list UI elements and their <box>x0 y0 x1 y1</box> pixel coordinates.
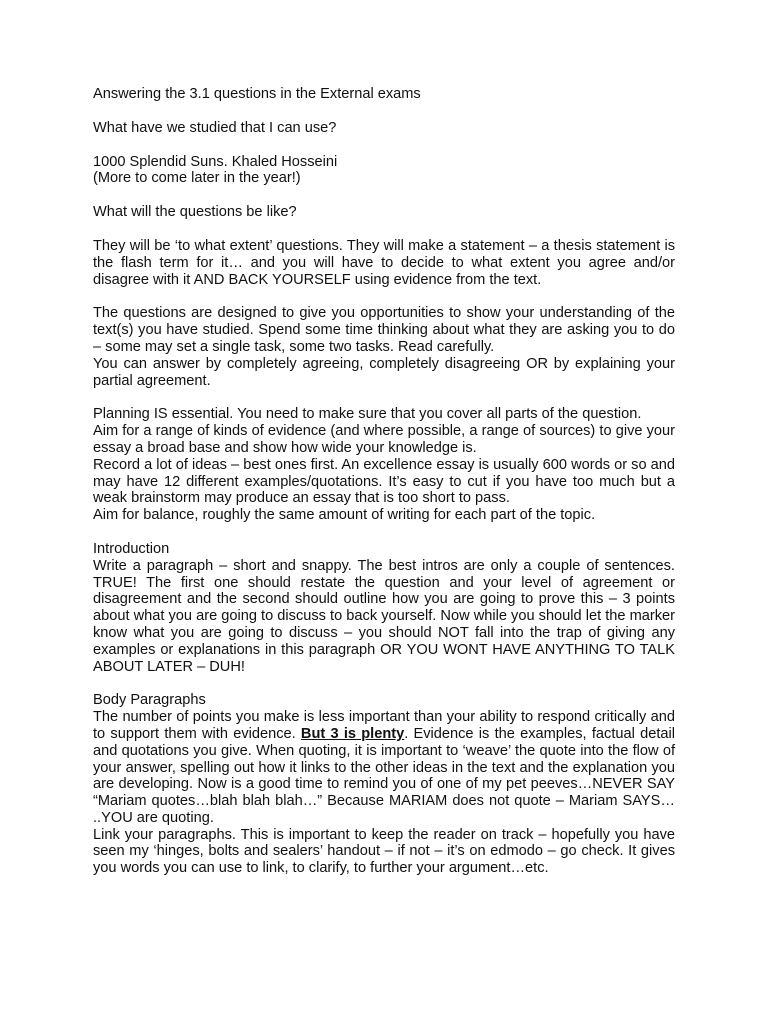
book-reference: 1000 Splendid Suns. Khaled Hosseini <box>93 153 338 170</box>
paragraph-link: Link your paragraphs. This is important to keep the reader on track – hopefully you have seen my ‘hinges, bolts and sealers’ handout – if not – it’s on edmodo – go check. It gives you words you can use to link, to clarify, to further your argument…etc. <box>93 826 675 877</box>
paragraph-aim-range: Aim for a range of kinds of evidence (and where possible, a range of sources) to give your essay a broad base and show how wide your knowledge is. <box>93 423 675 456</box>
body-text-end: . Evidence is the examples, factual detail and quotations you give. When quoting, it is important to ‘weave’ the quote into the flow of your answer, spelling out how it links to the other ideas in the text and the explanation you are developing. Now is a good time to remind you of one of my pet peeves…NEVER SAY “Mariam quotes…blah blah blah…” Because MARIAM does not quote – Mariam SAYS… ..YOU are quoting. <box>93 725 675 826</box>
more-note: (More to come later in the year!) <box>93 170 301 187</box>
paragraph-designed: The questions are designed to give you opportunities to show your understanding of the text(s) you have studied. Spend some time thinking about what they are asking you to do – some may set a single task, some two tasks. Read carefully. <box>93 305 675 355</box>
body-text-start: The number of points you make is less important than your ability to respond critically and to support them with evidence. <box>93 709 675 742</box>
question-like: What will the questions be like? <box>93 204 297 221</box>
heading-body-paragraphs: Body Paragraphs <box>93 692 206 709</box>
heading-introduction: Introduction <box>93 540 170 557</box>
paragraph-body <box>93 709 675 827</box>
paragraph-record: Record a lot of ideas – best ones first. An excellence essay is usually 600 words or so and may have 12 different examples/quotations. It’s easy to cut if you have too much but a weak brainstorm may produce an essay that is too short to pass. <box>93 456 675 507</box>
document-page <box>93 86 675 877</box>
document-title: Answering the 3.1 questions in the External exams <box>93 86 421 102</box>
paragraph-introduction: Write a paragraph – short and snappy. The best intros are only a couple of sentences. TRUE! The first one should restate the question and your level of agreement or disagreement and the second should outline how you are going to prove this – 3 points about what you are going to discuss to back yourself. Now while you should let the marker know what you are going to discuss – you should NOT fall into the trap of giving any examples or explanations in this paragraph OR YOU WONT HAVE ANYTHING TO TALK ABOUT LATER – DUH! <box>93 557 675 675</box>
body-emphasis: But 3 is plenty <box>300 725 405 742</box>
question-studied: What have we studied that I can use? <box>93 119 337 136</box>
paragraph-balance: Aim for balance, roughly the same amount of writing for each part of the topic. <box>93 507 596 524</box>
paragraph-planning: Planning IS essential. You need to make sure that you cover all parts of the question. <box>93 406 642 423</box>
paragraph-extent: They will be ‘to what extent’ questions. They will make a statement – a thesis statement is the flash term for it… and you will have to decide to what extent you agree and/or disagree with it AND BACK YOURSELF using evidence from the text. <box>93 237 675 288</box>
paragraph-answer: You can answer by completely agreeing, completely disagreeing OR by explaining your partial agreement. <box>93 355 675 389</box>
